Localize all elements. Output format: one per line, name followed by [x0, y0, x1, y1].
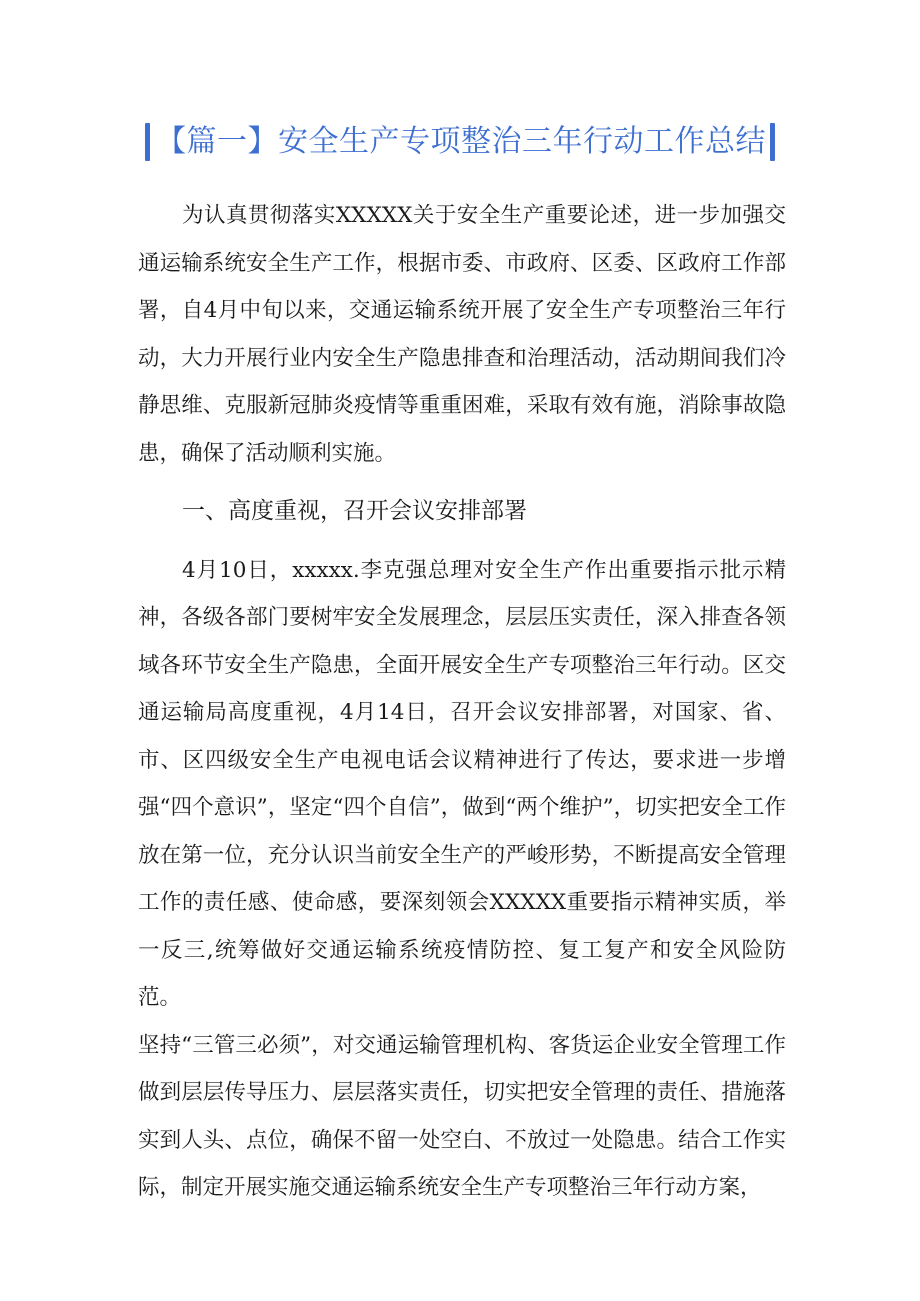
title-bar-right-decoration	[770, 123, 775, 161]
section1-continuation-paragraph: 坚持“三管三必须”，对交通运输管理机构、客货运企业安全管理工作做到层层传导压力、层层落实责任，切实把安全管理的责任、措施落实到人头、点位，确保不留一处空白、不放过一处隐患。结合工作实际，制定开展实施交通运输系统安全生产专项整治三年行动方案，	[138, 1032, 786, 1200]
title-bar-left-decoration	[145, 123, 150, 161]
section1-paragraph: 4月10日，xxxxx.李克强总理对安全生产作出重要指示批示精神，各级各部门要树牢安全发展理念，层层压实责任，深入排查各领域各环节安全生产隐患，全面开展安全生产专项整治三年行动。区交通运输局高度重视，4月14日，召开会议安排部署，对国家、省、市、区四级安全生产电视电话会议精神进行了传达，要求进一步增强“四个意识”，坚定“四个自信”，做到“两个维护”，切实把安全工作放在第一位，充分认识当前安全生产的严峻形势，不断提高安全管理工作的责任感、使命感，要深刻领会XXXXX重要指示精神实质，举一反三,统筹做好交通运输系统疫情防控、复工复产和安全风险防范。	[138, 557, 786, 1010]
intro-paragraph: 为认真贯彻落实XXXXX关于安全生产重要论述，进一步加强交通运输系统安全生产工作，根据市委、市政府、区委、区政府工作部署，自4月中旬以来，交通运输系统开展了安全生产专项整治三年行动，大力开展行业内安全生产隐患排查和治理活动，活动期间我们冷静思维、克服新冠肺炎疫情等重重困难，采取有效有施，消除事故隐患，确保了活动顺利实施。	[138, 203, 786, 466]
document-title: 【篇一】安全生产专项整治三年行动工作总结	[156, 124, 766, 159]
section-heading-1: 一、高度重视，召开会议安排部署	[182, 498, 527, 524]
document-body	[138, 192, 786, 1212]
title-row	[0, 122, 920, 162]
